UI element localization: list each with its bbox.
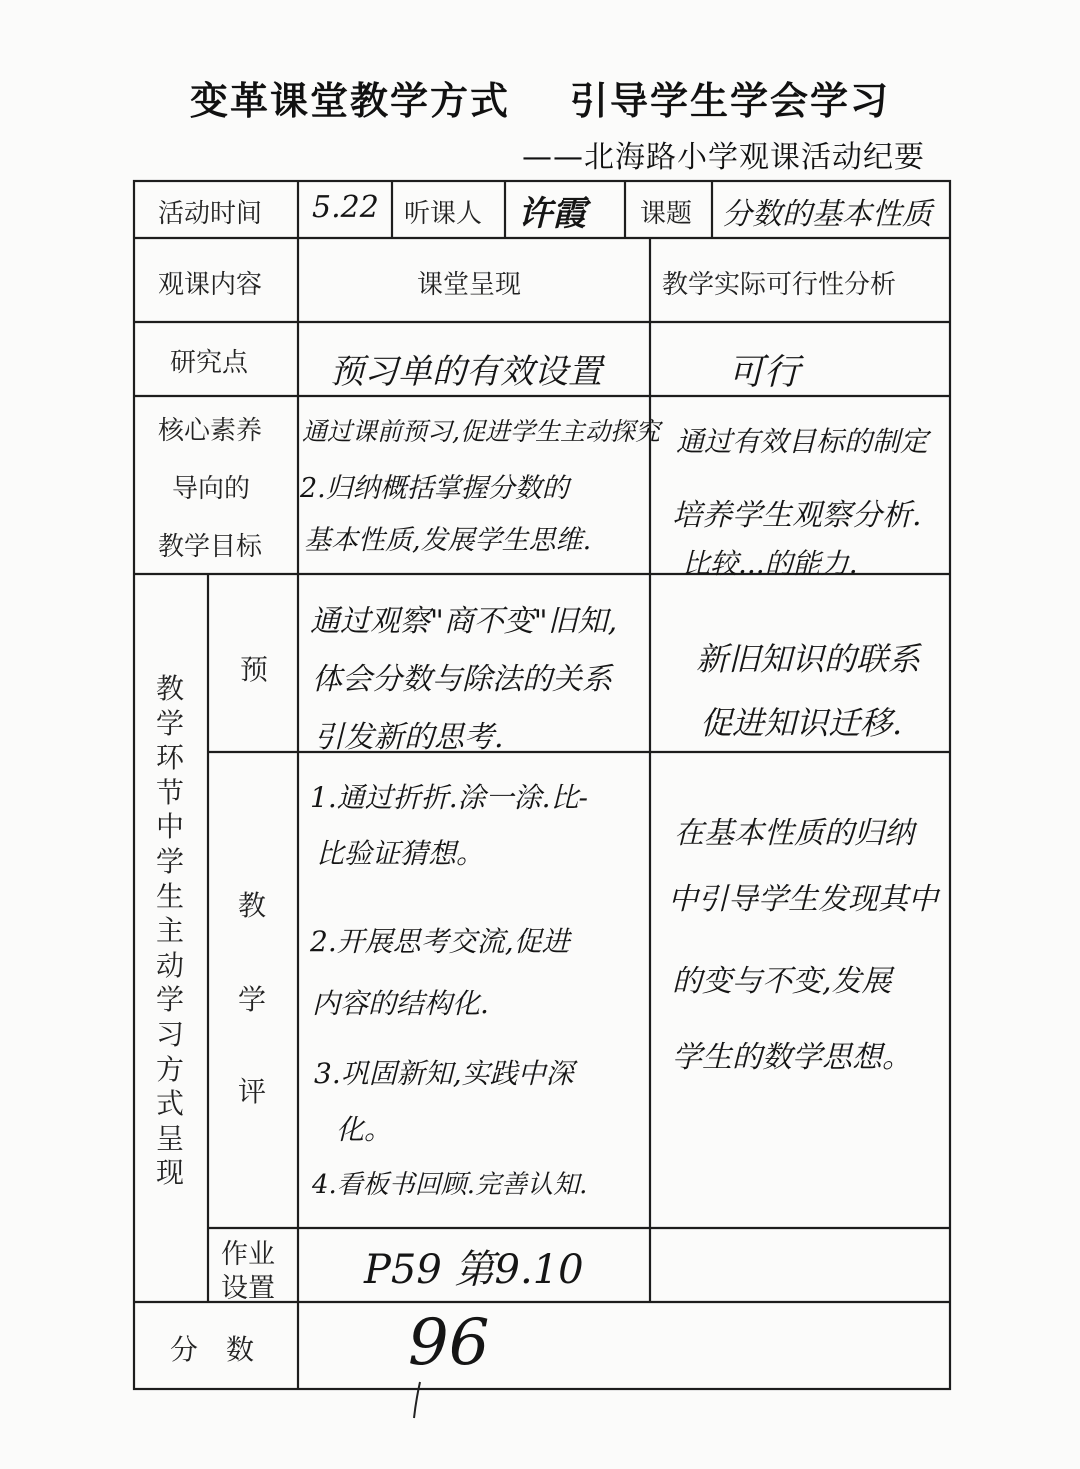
homework-value: P59 第9.10: [364, 1247, 584, 1293]
goal-label-line-2: 导向的: [172, 474, 251, 504]
preview-stage-label: 预: [240, 653, 269, 686]
score-value: 96: [408, 1306, 490, 1380]
side-label-char: 现: [155, 1156, 184, 1190]
title-left: 变革课堂教学方式: [189, 79, 510, 123]
side-label-char: 环: [155, 741, 184, 775]
topic-label: 课题: [640, 199, 693, 229]
observe-content-label: 观课内容: [158, 270, 263, 300]
listener-signature: 许霞: [518, 194, 586, 234]
goal-presentation-line-3: 基本性质,发展学生思维.: [304, 525, 592, 556]
teach-line-6: 化。: [336, 1113, 393, 1146]
side-label-char: 生: [155, 879, 184, 913]
research-analysis: 可行: [728, 352, 801, 393]
activity-time-value: 5.22: [312, 190, 379, 225]
topic-value: 分数的基本性质: [722, 197, 932, 232]
goal-analysis-line-3: 比较...的能力.: [682, 547, 858, 580]
listener-label: 听课人: [404, 199, 483, 229]
teaching-stage-side-label: [150, 672, 190, 1191]
learn-stage-label: 学: [238, 983, 267, 1016]
teach-analysis-line-1: 在基本性质的归纳: [674, 816, 914, 851]
side-label-char: 学: [155, 844, 184, 878]
teach-line-4: 内容的结构化.: [312, 987, 489, 1020]
teach-analysis-line-4: 学生的数学思想。: [672, 1040, 912, 1075]
side-label-char: 节: [155, 775, 184, 809]
document-subtitle: ——北海路小学观课活动纪要: [522, 140, 925, 175]
score-pen-stroke: [400, 1380, 430, 1420]
side-label-char: 教: [155, 672, 184, 705]
title-right: 引导学生学会学习: [570, 79, 891, 123]
teach-analysis-line-2: 中引导学生发现其中: [668, 882, 938, 917]
homework-label-line-2: 设置: [221, 1273, 275, 1304]
preview-analysis-line-1: 新旧知识的联系: [696, 640, 921, 678]
side-label-char: 主: [155, 914, 184, 948]
side-label-char: 学: [155, 706, 184, 740]
side-label-char: 中: [155, 810, 184, 844]
goal-label-line-3: 教学目标: [158, 532, 263, 562]
side-label-char: 方: [155, 1052, 184, 1086]
evaluate-stage-label: 评: [238, 1075, 267, 1108]
score-label: 分 数: [170, 1333, 255, 1366]
side-label-char: 式: [155, 1087, 184, 1121]
research-presentation: 预习单的有效设置: [330, 352, 602, 392]
teach-line-5: 3.巩固新知,实践中深: [314, 1057, 574, 1090]
side-label-char: 呈: [155, 1121, 184, 1155]
research-point-label: 研究点: [170, 348, 249, 378]
teach-line-3: 2.开展思考交流,促进: [310, 925, 570, 958]
teach-stage-label: 教: [238, 889, 267, 922]
teach-line-7: 4.看板书回顾.完善认知.: [312, 1170, 588, 1200]
side-label-char: 习: [155, 1017, 184, 1051]
feasibility-analysis-header: 教学实际可行性分析: [662, 270, 897, 300]
preview-line-3: 引发新的思考.: [314, 720, 504, 755]
side-label-char: 学: [155, 983, 184, 1017]
goal-presentation-line-2: 2.归纳概括掌握分数的: [300, 473, 569, 504]
classroom-presentation-header: 课堂呈现: [417, 270, 522, 300]
teach-line-1: 1.通过折折.涂一涂.比-: [310, 781, 588, 814]
side-label-char: 动: [155, 948, 184, 982]
goal-analysis-line-2: 培养学生观察分析.: [672, 498, 922, 533]
preview-analysis-line-2: 促进知识迁移.: [700, 704, 903, 742]
goal-analysis-line-1: 通过有效目标的制定: [676, 425, 929, 458]
teach-line-2: 比验证猜想。: [316, 837, 485, 870]
goal-presentation-line-1: 通过课前预习,促进学生主动探究: [302, 417, 660, 446]
preview-line-2: 体会分数与除法的关系: [312, 662, 612, 697]
activity-time-label: 活动时间: [158, 199, 263, 229]
homework-label-line-1: 作业: [221, 1239, 275, 1270]
teach-analysis-line-3: 的变与不变,发展: [672, 964, 892, 999]
goal-label-line-1: 核心素养: [158, 416, 263, 446]
preview-line-1: 通过观察"商不变"旧知,: [310, 604, 618, 639]
